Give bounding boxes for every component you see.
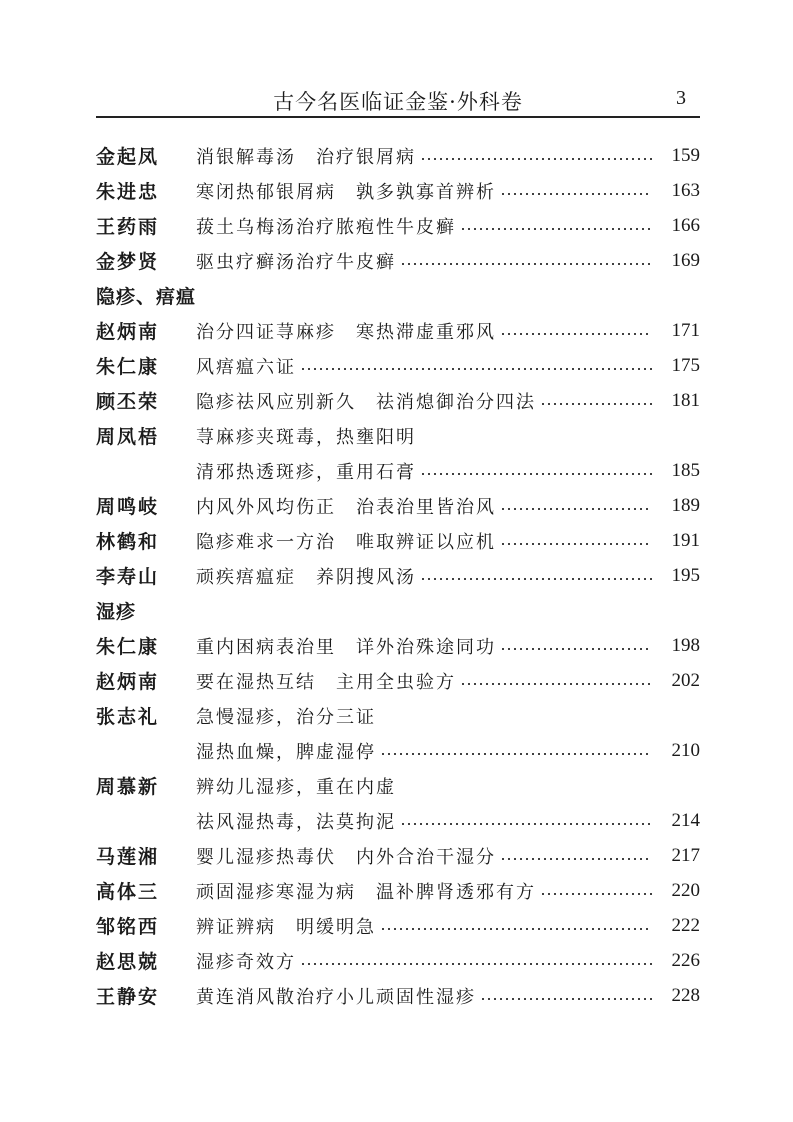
dot-leader <box>380 928 652 930</box>
toc-entry[interactable] <box>96 348 700 383</box>
table-of-contents <box>96 138 700 1013</box>
toc-page-number: 159 <box>671 144 700 166</box>
toc-page-number: 228 <box>671 984 700 1006</box>
toc-author: 王药雨 <box>96 216 160 238</box>
dot-leader <box>500 193 652 195</box>
toc-page-number: 195 <box>671 564 700 586</box>
toc-entry[interactable] <box>96 313 700 348</box>
toc-page-number: 220 <box>671 879 700 901</box>
dot-leader <box>420 578 652 580</box>
toc-author: 顾丕荣 <box>96 391 160 413</box>
toc-title: 消银解毒汤 治疗银屑病 <box>196 146 416 168</box>
toc-title: 风痦瘟六证 <box>196 356 296 378</box>
toc-entry[interactable] <box>96 908 700 943</box>
toc-author: 王静安 <box>96 986 160 1008</box>
toc-title: 顽疾痦瘟症 养阴搜风汤 <box>196 566 416 588</box>
toc-entry[interactable] <box>96 943 700 978</box>
toc-title: 清邪热透斑疹，重用石膏 <box>196 461 416 483</box>
toc-author: 金梦贤 <box>96 251 160 273</box>
toc-entry[interactable] <box>96 418 700 453</box>
toc-entry[interactable] <box>96 243 700 278</box>
toc-entry-continuation[interactable] <box>96 453 700 488</box>
toc-page-number: 210 <box>671 739 700 761</box>
section-heading: 隐疹、痦瘟 <box>96 286 197 308</box>
toc-author: 周鸣岐 <box>96 496 160 518</box>
dot-leader <box>500 858 652 860</box>
toc-page-number: 171 <box>671 319 700 341</box>
toc-page-number: 226 <box>671 949 700 971</box>
dot-leader <box>460 228 652 230</box>
toc-page-number: 175 <box>671 354 700 376</box>
toc-title: 隐疹难求一方治 唯取辨证以应机 <box>196 531 496 553</box>
toc-entry[interactable] <box>96 663 700 698</box>
toc-entry[interactable] <box>96 838 700 873</box>
toc-title: 湿热血燥，脾虚湿停 <box>196 741 376 763</box>
dot-leader <box>480 998 652 1000</box>
toc-author: 赵炳南 <box>96 671 160 693</box>
toc-author: 周凤梧 <box>96 426 160 448</box>
toc-author: 赵思兢 <box>96 951 160 973</box>
toc-entry[interactable] <box>96 208 700 243</box>
dot-leader <box>500 543 652 545</box>
toc-author: 朱仁康 <box>96 356 160 378</box>
dot-leader <box>540 403 652 405</box>
toc-title: 湿疹奇效方 <box>196 951 296 973</box>
toc-entry[interactable] <box>96 138 700 173</box>
toc-title: 荨麻疹夹斑毒，热壅阳明 <box>196 426 416 448</box>
toc-page-number: 163 <box>671 179 700 201</box>
toc-title: 辨证辨病 明缓明急 <box>196 916 376 938</box>
section-heading: 湿疹 <box>96 601 137 623</box>
toc-title: 寒闭热郁银屑病 孰多孰寡首辨析 <box>196 181 496 203</box>
toc-title: 隐疹祛风应别新久 祛消熄御治分四法 <box>196 391 536 413</box>
toc-page-number: 198 <box>671 634 700 656</box>
toc-entry-continuation[interactable] <box>96 733 700 768</box>
toc-title: 顽固湿疹寒湿为病 温补脾肾透邪有方 <box>196 881 536 903</box>
toc-entry[interactable] <box>96 383 700 418</box>
toc-page-number: 169 <box>671 249 700 271</box>
toc-entry[interactable] <box>96 978 700 1013</box>
book-title: 古今名医临证金鉴·外科卷 <box>273 90 523 114</box>
dot-leader <box>400 263 652 265</box>
dot-leader <box>300 368 652 370</box>
toc-author: 朱进忠 <box>96 181 160 203</box>
toc-title: 菝土乌梅汤治疗脓疱性牛皮癣 <box>196 216 456 238</box>
toc-author: 李寿山 <box>96 566 160 588</box>
dot-leader <box>300 963 652 965</box>
toc-title: 内风外风均伤正 治表治里皆治风 <box>196 496 496 518</box>
toc-author: 周慕新 <box>96 776 160 798</box>
toc-title: 驱虫疗癣汤治疗牛皮癣 <box>196 251 396 273</box>
toc-author: 高体三 <box>96 881 160 903</box>
toc-entry[interactable] <box>96 173 700 208</box>
toc-entry[interactable] <box>96 768 700 803</box>
dot-leader <box>500 333 652 335</box>
toc-author: 赵炳南 <box>96 321 160 343</box>
toc-author: 林鹤和 <box>96 531 160 553</box>
toc-page-number: 222 <box>671 914 700 936</box>
toc-author: 邹铭西 <box>96 916 160 938</box>
toc-page-number: 191 <box>671 529 700 551</box>
toc-author: 金起凤 <box>96 146 160 168</box>
toc-entry-continuation[interactable] <box>96 803 700 838</box>
dot-leader <box>420 473 652 475</box>
dot-leader <box>540 893 652 895</box>
toc-title: 急慢湿疹，治分三证 <box>196 706 376 728</box>
toc-entry[interactable] <box>96 523 700 558</box>
toc-title: 治分四证荨麻疹 寒热滞虚重邪风 <box>196 321 496 343</box>
toc-page-number: 181 <box>671 389 700 411</box>
toc-entry[interactable] <box>96 873 700 908</box>
toc-author: 马莲湘 <box>96 846 160 868</box>
toc-title: 祛风湿热毒，法莫拘泥 <box>196 811 396 833</box>
toc-entry[interactable] <box>96 698 700 733</box>
toc-page-number: 189 <box>671 494 700 516</box>
toc-author: 张志礼 <box>96 706 160 728</box>
dot-leader <box>420 158 652 160</box>
dot-leader <box>500 508 652 510</box>
toc-author: 朱仁康 <box>96 636 160 658</box>
toc-page-number: 202 <box>671 669 700 691</box>
toc-page-number: 166 <box>671 214 700 236</box>
toc-title: 辨幼儿湿疹，重在内虚 <box>196 776 396 798</box>
running-header <box>96 82 700 118</box>
toc-title: 要在湿热互结 主用全虫验方 <box>196 671 456 693</box>
toc-title: 婴儿湿疹热毒伏 内外合治干湿分 <box>196 846 496 868</box>
dot-leader <box>500 648 652 650</box>
header-page-number: 3 <box>676 87 686 109</box>
dot-leader <box>460 683 652 685</box>
dot-leader <box>380 753 652 755</box>
toc-page-number: 217 <box>671 844 700 866</box>
dot-leader <box>400 823 652 825</box>
toc-page-number: 185 <box>671 459 700 481</box>
toc-page-number: 214 <box>671 809 700 831</box>
toc-entry[interactable] <box>96 628 700 663</box>
toc-entry[interactable] <box>96 488 700 523</box>
toc-title: 重内困病表治里 详外治殊途同功 <box>196 636 496 658</box>
toc-title: 黄连消风散治疗小儿顽固性湿疹 <box>196 986 476 1008</box>
toc-entry[interactable] <box>96 558 700 593</box>
